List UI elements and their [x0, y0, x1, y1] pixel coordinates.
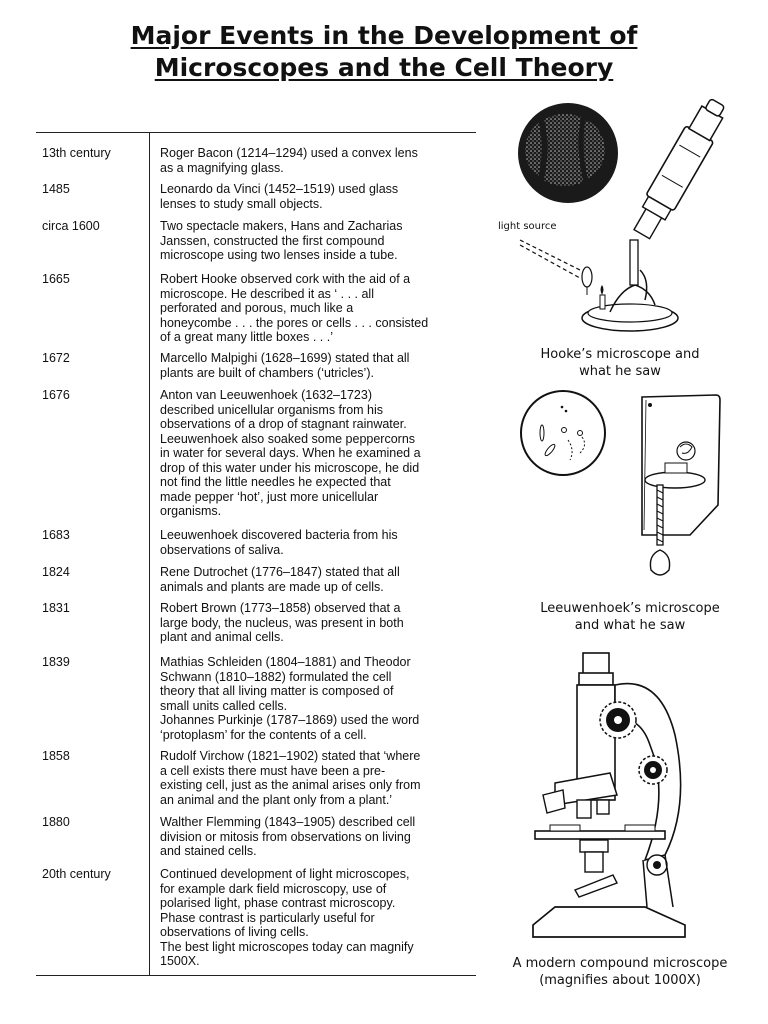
event-description: [160, 388, 480, 519]
event-date: 1824: [42, 565, 70, 579]
event-description: [160, 655, 480, 742]
event-description-line: perforated and porous, much like a: [160, 301, 354, 315]
event-description-line: as a magnifying glass.: [160, 160, 284, 175]
event-description-line: 1500X.: [160, 954, 200, 968]
event-description-line: large body, the nucleus, was present in both: [160, 615, 404, 630]
event-description-line: an animal and the plant only from a plant.’: [160, 792, 393, 807]
event-description-line: drop of this water under his microscope, he did: [160, 460, 420, 475]
event-description-line: a cell exists there must have been a pre-: [160, 763, 386, 778]
event-description-line: microscope. He described it as ‘ . . . all: [160, 286, 374, 301]
event-description-line: described unicellular organisms from his: [160, 402, 384, 417]
page-title: [0, 20, 768, 84]
event-description-line: Anton van Leeuwenhoek (1632–1723): [160, 388, 372, 402]
event-description-line: organisms.: [160, 504, 222, 518]
event-description-line: Continued development of light microscopes,: [160, 867, 410, 881]
title-line-2: Microscopes and the Cell Theory: [154, 53, 614, 82]
table-bottom-rule: [36, 975, 476, 976]
event-description: [160, 351, 480, 380]
event-description-line: The best light microscopes today can magnify: [160, 939, 414, 954]
event-date: 1880: [42, 815, 70, 829]
leeuwenhoek-caption-line-2: and what he saw: [574, 618, 686, 633]
event-description-line: of a great many little boxes . . .’: [160, 330, 333, 344]
event-description-line: Robert Brown (1773–1858) observed that a: [160, 601, 401, 615]
event-date: 1858: [42, 749, 70, 763]
modern-caption-line-1: A modern compound microscope: [512, 956, 728, 971]
event-description-line: Robert Hooke observed cork with the aid of a: [160, 272, 411, 286]
event-description-line: existing cell, just as the animal arises only from: [160, 778, 421, 792]
event-date: 1485: [42, 182, 70, 196]
event-description: [160, 601, 480, 645]
events-table: [36, 132, 476, 976]
table-top-rule: [36, 132, 476, 133]
event-description: [160, 867, 480, 969]
title-line-1: Major Events in the Development of: [130, 21, 638, 50]
hooke-caption-line-1: Hooke’s microscope and: [540, 347, 700, 362]
light-source-label: light source: [498, 221, 557, 232]
event-description-line: Rudolf Virchow (1821–1902) stated that ‘where: [160, 749, 421, 763]
event-description-line: Schwann (1810–1882) formulated the cell: [160, 669, 392, 684]
event-date: 1831: [42, 601, 70, 615]
table-column-divider: [149, 132, 150, 976]
event-description-line: observations of a drop of stagnant rainwater.: [160, 417, 407, 431]
event-description: [160, 565, 480, 594]
event-description-line: plants are built of chambers (‘utricles’).: [160, 365, 374, 380]
event-description-line: Walther Flemming (1843–1905) described cell: [160, 815, 416, 829]
event-description-line: Roger Bacon (1214–1294) used a convex lens: [160, 146, 418, 160]
event-description-line: microscope using two lenses inside a tube.: [160, 248, 398, 262]
event-description-line: honeycombe . . . the pores or cells . . . consisted: [160, 315, 429, 330]
event-description-line: ‘protoplasm’ for the contents of a cell.: [160, 727, 367, 742]
event-description-line: Two spectacle makers, Hans and Zacharias: [160, 219, 403, 233]
modern-caption: [480, 955, 760, 989]
event-description-line: Janssen, constructed the first compound: [160, 233, 385, 248]
event-description: [160, 146, 480, 175]
event-date: 1676: [42, 388, 70, 402]
event-date: 1683: [42, 528, 70, 542]
event-date: 20th century: [42, 867, 111, 881]
hooke-caption: [490, 346, 750, 380]
event-description-line: in water for several days. When he examined a: [160, 446, 421, 460]
event-description-line: Phase contrast is particularly useful for: [160, 910, 375, 925]
modern-microscope-illustration: [525, 645, 745, 945]
event-description-line: theory that all living matter is composed of: [160, 684, 394, 698]
hooke-microscope-illustration: [490, 90, 760, 340]
event-description-line: Leeuwenhoek also soaked some peppercorns: [160, 431, 416, 446]
event-description-line: observations of living cells.: [160, 925, 309, 939]
hooke-caption-line-2: what he saw: [579, 364, 661, 379]
event-description-line: polarised light, phase contrast microscopy.: [160, 896, 396, 910]
event-description-line: animals and plants are made up of cells.: [160, 579, 384, 594]
event-description-line: Mathias Schleiden (1804–1881) and Theodor: [160, 655, 411, 669]
leeuwenhoek-microscope-illustration: [520, 385, 760, 600]
modern-caption-line-2: (magnifies about 1000X): [539, 973, 701, 988]
event-description-line: and stained cells.: [160, 844, 257, 858]
event-description: [160, 272, 480, 345]
event-date: 13th century: [42, 146, 111, 160]
event-description-line: for example dark field microscopy, use of: [160, 881, 387, 896]
event-date: circa 1600: [42, 219, 100, 233]
event-description-line: Johannes Purkinje (1787–1869) used the word: [160, 713, 420, 727]
event-description: [160, 182, 480, 211]
leeuwenhoek-caption-line-1: Leeuwenhoek’s microscope: [540, 601, 720, 616]
event-description-line: not find the little needles he expected that: [160, 475, 391, 489]
event-description-line: Leeuwenhoek discovered bacteria from his: [160, 528, 398, 542]
event-description-line: lenses to study small objects.: [160, 196, 323, 211]
event-description-line: Leonardo da Vinci (1452–1519) used glass: [160, 182, 399, 196]
event-description: [160, 815, 480, 859]
event-description-line: observations of saliva.: [160, 542, 284, 557]
event-description-line: small units called cells.: [160, 698, 288, 713]
event-description-line: plant and animal cells.: [160, 630, 284, 644]
event-description: [160, 749, 480, 807]
event-description: [160, 219, 480, 263]
event-date: 1839: [42, 655, 70, 669]
event-date: 1672: [42, 351, 70, 365]
event-description-line: Marcello Malpighi (1628–1699) stated that all: [160, 351, 410, 365]
event-date: 1665: [42, 272, 70, 286]
event-description-line: made pepper ‘hot’, just more unicellular: [160, 489, 379, 504]
leeuwenhoek-caption: [505, 600, 755, 634]
event-description: [160, 528, 480, 557]
event-description-line: Rene Dutrochet (1776–1847) stated that all: [160, 565, 400, 579]
event-description-line: division or mitosis from observations on living: [160, 829, 411, 844]
